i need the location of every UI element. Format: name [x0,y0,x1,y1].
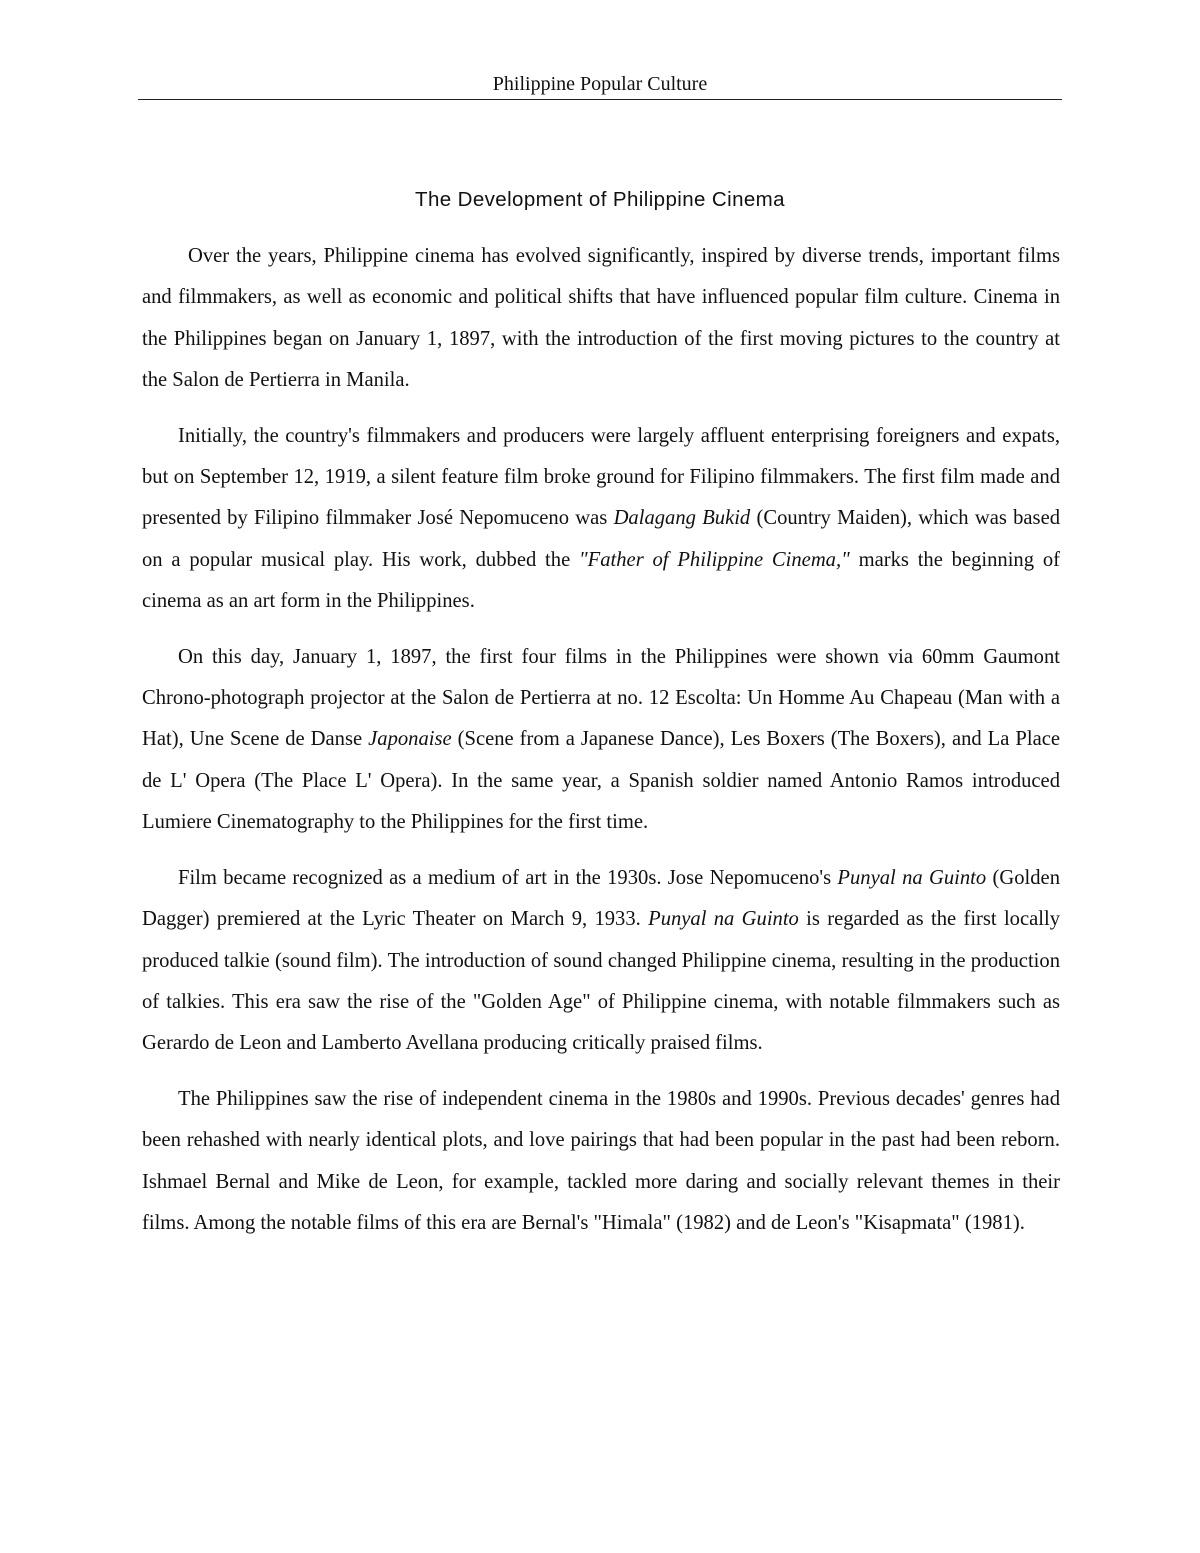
paragraph-text: (Golden Dagger) premiered at the Lyric Theater on March 9, 1933. [142,866,1060,931]
paragraph-early-filmmakers [142,416,1060,623]
paragraph-text: Over the years, Philippine cinema has evolved significantly, inspired by diverse trends, important films and filmmakers, as well as economic and political shifts that have influenced popular film culture. Cinema in the Philippines began on January 1, 1897, with the introduction of the first moving pictures to the country at the Salon de Pertierra in Manila. [142,245,1060,392]
running-header: Philippine Popular Culture [492,73,708,95]
paragraph-text: marks the beginning of cinema as an art form in the Philippines. [142,548,1060,613]
quote-italic: "Father of Philippine Cinema," [579,548,850,571]
paragraph-text: (Scene from a Japanese Dance), Les Boxers (The Boxers), and La Place de L' Opera (The Place L' Opera). In the same year, a Spanish soldier named Antonio Ramos introduced Lumiere Cinematography to the Philippines for the first time. [142,728,1060,834]
paragraph-text: Film became recognized as a medium of art in the 1930s. Jose Nepomuceno's [178,866,838,889]
paragraph-independent-cinema [142,1079,1060,1245]
film-title-italic: Dalagang Bukid [613,507,751,530]
header-divider [138,99,1062,100]
film-title-italic: Punyal na Guinto [837,866,987,889]
paragraph-golden-age [142,858,1060,1065]
document-title: The Development of Philippine Cinema [415,188,785,211]
paragraph-text: (Country Maiden), which was based on a popular musical play. His work, dubbed the [142,507,1061,571]
paragraph-text: On this day, January 1, 1897, the first four films in the Philippines were shown via 60mm Gaumont Chrono-photograph projector at the Salon de Pertierra at no. 12 Escolta: Un Homme Au Chapeau (Man with a Hat), Une Scene de Danse [142,645,1060,751]
film-title-italic: Punyal na Guinto [648,908,799,931]
paragraph-intro [142,236,1060,402]
paragraph-first-films [142,637,1060,844]
film-title-italic: Japonaise [368,728,452,751]
paragraph-text: Initially, the country's filmmakers and producers were largely affluent enterprising foreigners and expats, but on September 12, 1919, a silent feature film broke ground for Filipino filmmakers. The first film made and presented by Filipino filmmaker José Nepomuceno was [142,424,1060,530]
paragraph-text: The Philippines saw the rise of independent cinema in the 1980s and 1990s. Previous decades' genres had been rehashed with nearly identical plots, and love pairings that had been popular in the past had been reborn. Ishmael Bernal and Mike de Leon, for example, tackled more daring and socially relevant themes in their films. Among the notable films of this era are Bernal's "Himala" (1982) and de Leon's "Kisapmata" (1981). [142,1087,1060,1234]
paragraph-text: is regarded as the first locally produced talkie (sound film). The introduction of sound changed Philippine cinema, resulting in the production of talkies. This era saw the rise of the "Golden Age" of Philippine cinema, with notable filmmakers such as Gerardo de Leon and Lamberto Avellana producing critically praised films. [142,908,1060,1055]
document-body [142,236,1060,1258]
